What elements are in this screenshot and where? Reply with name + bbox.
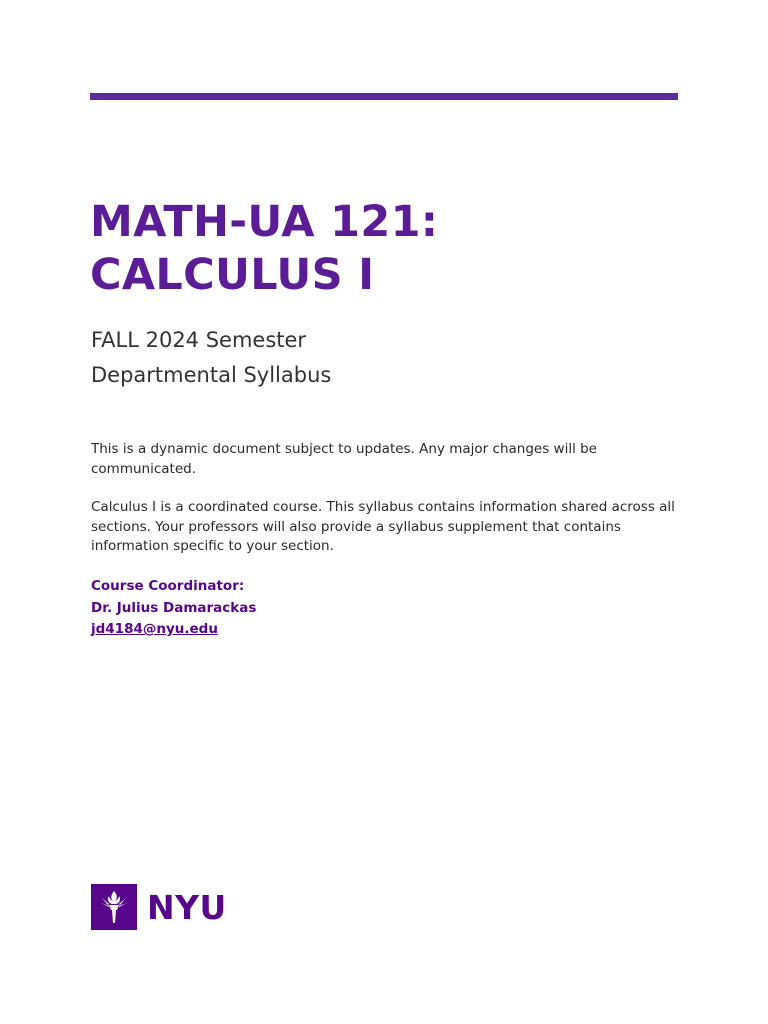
coordinator-email-link[interactable]: jd4184@nyu.edu bbox=[91, 621, 218, 637]
semester-label: FALL 2024 Semester bbox=[91, 328, 307, 352]
course-title bbox=[90, 196, 690, 302]
nyu-wordmark: NYU bbox=[147, 887, 227, 927]
course-subtitle bbox=[91, 323, 331, 393]
course-title-line-1: MATH-UA 121: bbox=[90, 197, 439, 247]
torch-icon bbox=[91, 884, 137, 930]
nyu-logo bbox=[91, 884, 227, 930]
update-notice bbox=[91, 440, 691, 479]
course-description-line-1: Calculus I is a coordinated course. This syllabus contains information shared across all bbox=[91, 499, 675, 515]
coordinator-name: Dr. Julius Damarackas bbox=[91, 599, 257, 616]
coordinator-label: Course Coordinator: bbox=[91, 578, 245, 594]
syllabus-label: Departmental Syllabus bbox=[91, 363, 332, 387]
update-notice-line-1: This is a dynamic document subject to updates. Any major changes will be bbox=[91, 441, 597, 457]
update-notice-line-2: communicated. bbox=[91, 460, 197, 477]
coordinator-block bbox=[91, 576, 256, 641]
course-description bbox=[91, 498, 691, 557]
course-description-line-2: sections. Your professors will also provide a syllabus supplement that contains bbox=[91, 518, 621, 535]
course-title-line-2: CALCULUS I bbox=[90, 250, 375, 300]
top-divider bbox=[90, 93, 678, 100]
course-description-line-3: information specific to your section. bbox=[91, 538, 334, 554]
